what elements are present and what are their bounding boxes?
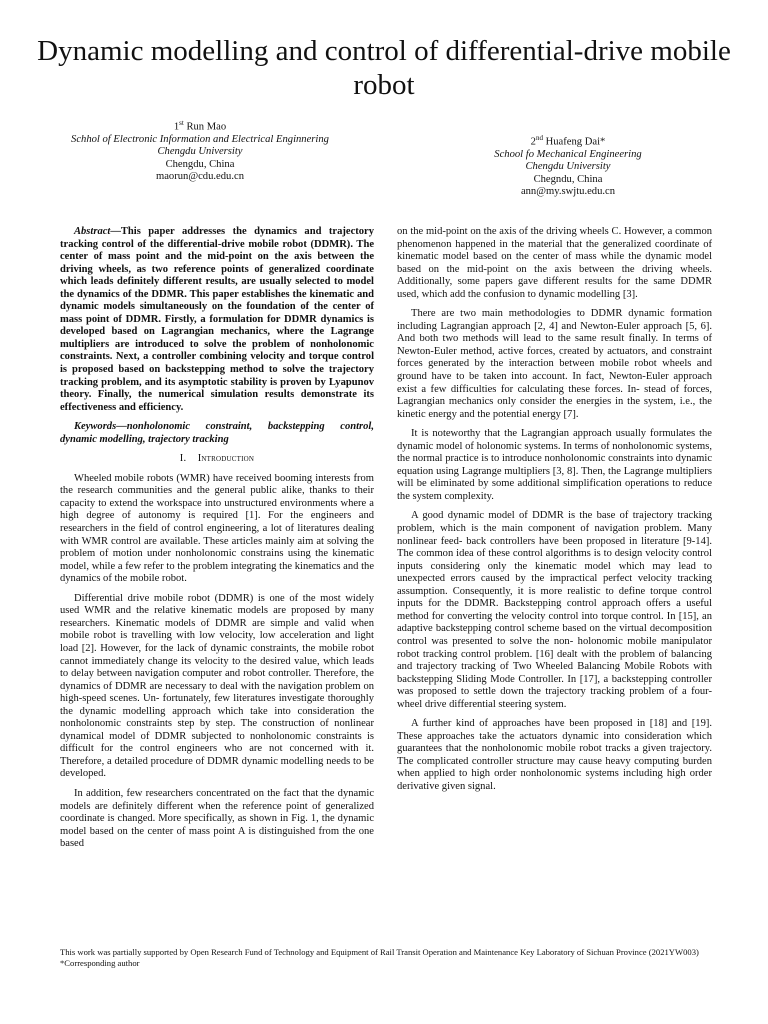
- author-city: Chengdu, China: [165, 158, 235, 170]
- author-university: Chengdu University: [525, 161, 611, 173]
- author-name: 1st Run Mao: [173, 119, 227, 133]
- paragraph: Differential drive mobile robot (DDMR) is one of the most widely used WMR and the relative kinematic models are proposed by many researchers. Kinematic models of DDMR are simple and valid when mobile robot is travelling with low velocity, low acceleration and light load [2]. However, for the lack of dynamic constraints, the mobile robot cannot immediately change its velocity to the desired value, which leads to delay between navigation computer and robot controller. Therefore, the dynamics of DDMR are necessary to deal with the navigation problem on high-speed scenes. Un- fortunately, few literatures investigate thoroughly the dynamic modelling approach which take into consideration the nonholonomic constraints step by step. The construction of nonlinear dynamical model of DDMR subjected to nonholonomic constraints is difficult for the control engineers who are not concerned with it. Therefore, a detailed procedure of DDMR dynamic modelling needs to be developed.: [60, 592, 374, 780]
- keywords: Keywords—nonholonomic constraint, backstepping control, dynamic modelling, trajectory tracking: [60, 421, 374, 445]
- author-affiliation: School fo Mechanical Engineering: [494, 148, 642, 160]
- paragraph: There are two main methodologies to DDMR dynamic formation including Lagrangian approach [2, 4] and Newton-Euler approach [5, 6]. And both two methods will lead to the same result finally. In terms of Newton-Euler method, active forces, created by actuators, and constraint forces generated by the interaction between mobile robot wheels and ground have to be taken into account. In fact, Newton-Euler approach exist a few difficulties for calculating these forces. In- stead of forces, Lagrangian mechanics only consider the energies in the system, i.e., the kinetic energy and the potential energy [7].: [397, 308, 712, 420]
- abstract: [60, 226, 374, 414]
- paragraph: Wheeled mobile robots (WMR) have received booming interests from the research communities and the general public alike, thanks to their capacity to extend the workspace into unstructured environments where a high degree of autonomy is required [1]. For the engineers and researchers in the field of control engineering, a lot of literatures dealing with WMR control are available. These articles mainly aim at solving the problem of motion under nonholonomic constrains using the kinematic model, while a few refer to the problem integrating the kinematics and the dynamics of the mobile robot.: [60, 472, 374, 585]
- abstract-text: —This paper addresses the dynamics and trajectory tracking control of the differential-drive mobile robot (DDMR). The center of mass point and the mid-point on the axis between the driving wheels, as two reference points of generalized coordinate which leads definitely different results, are usually selected to model the dynamics of the DDMR. This paper establishes the kinematic and dynamic models simultaneously on the foundation of the center of mass point of DDMR. Firstly, a formulation for DDMR dynamics is developed based on Lagrangian mechanics, where the Lagrange multipliers are introduced to solve the problem of nonholonomic constraints. Next, a controller combining velocity and torque control is proposed based on backstepping method to solve the trajectory tracking problem, and its asymptotic stability is proven by Lyapunov theory. Finally, the numerical simulation results demonstrate its effectiveness and efficiency.: [60, 226, 374, 413]
- paragraph: In addition, few researchers concentrated on the fact that the dynamic models are definitely different when the reference point of generalized coordinate is changed. More specifically, as shown in Fig. 1, the dynamic model based on the center of mass point A is distinguished from the one based: [60, 787, 374, 850]
- left-column: [60, 226, 374, 858]
- author-university: Chengdu University: [157, 146, 243, 158]
- author-email: ann@my.swjtu.edu.cn: [520, 186, 616, 198]
- right-column: [397, 226, 712, 801]
- paper-title: Dynamic modelling and control of differential-drive mobile robot: [37, 35, 731, 101]
- paragraph: on the mid-point on the axis of the driving wheels C. However, a common phenomenon happened in the material that the generalized coordinate of kinematic model based on the center of mass while the dynamic model based on the mid-point on the axis between the driving wheels. Additionally, some papers gave different results for the same DDMR used, which add the confusion to dynamic modelling [3].: [397, 226, 712, 300]
- author-block-2: [418, 132, 718, 199]
- author-affiliation: Schhol of Electronic Information and Electrical Enginnering: [71, 133, 329, 145]
- paragraph: A good dynamic model of DDMR is the base of trajectory tracking problem, which is the main component of navigation problem. Many nonlinear feed- back controllers have been proposed in literature [9-14]. The common idea of these control algorithms is to design velocity control inputs considering only the kinematic model which may lead to unexpected errors caused by the impractical perfect velocity tracking assumption. Consequently, it is more realistic to define torque control inputs for the DDMR. Backstepping control approach offers a useful method for converting the velocity control into torque control. In [15], an adaptive backstepping control scheme based on the virtual decomposition control was presented to solve the non- holonomic mobile manipulator robot tracking control problem. [16] dealt with the problem of balancing and trajectory tracking of Two Wheeled Balancing Mobile Robots with backstepping Sliding Mode Controller. In [17], a backstepping controller was proposed to settle down the trajectory tracking problem of a four-wheel drive differential steering system.: [397, 510, 712, 710]
- paragraph: It is noteworthy that the Lagrangian approach usually formulates the dynamic model of holonomic systems. In terms of nonholonomic systems, the normal practice is to introduce nonholonomic constraints into dynamic equation using Lagrange multipliers [3, 8]. Then, the Lagrange multipliers will be eliminated by some additional simplification operations to reduce the system complexity.: [397, 428, 712, 502]
- author-name: 2nd Huafeng Dai*: [530, 134, 606, 148]
- funding-note: This work was partially supported by Open Research Fund of Technology and Equipment of Rail Transit Operation and Maintenance Key Laboratory of Sichuan Province (2021YW003): [60, 947, 699, 957]
- author-city: Chegndu, China: [533, 173, 603, 185]
- section-heading: I. Introduction: [179, 453, 255, 465]
- author-block-1: [50, 117, 350, 184]
- paragraph: A further kind of approaches have been proposed in [18] and [19]. These approaches take the actuators dynamic into consideration which guarantees that the nonholonomic mobile robot tracks a given trajectory. The complicated controller structure may cause heavy computing burden when applied to high order nonholonomic systems including high order derivative given signal.: [397, 718, 712, 792]
- author-email: maorun@cdu.edu.cn: [155, 171, 244, 183]
- corresponding-note: *Corresponding author: [60, 957, 140, 968]
- abstract-label: Abstract: [74, 226, 111, 237]
- footnote: [60, 947, 710, 968]
